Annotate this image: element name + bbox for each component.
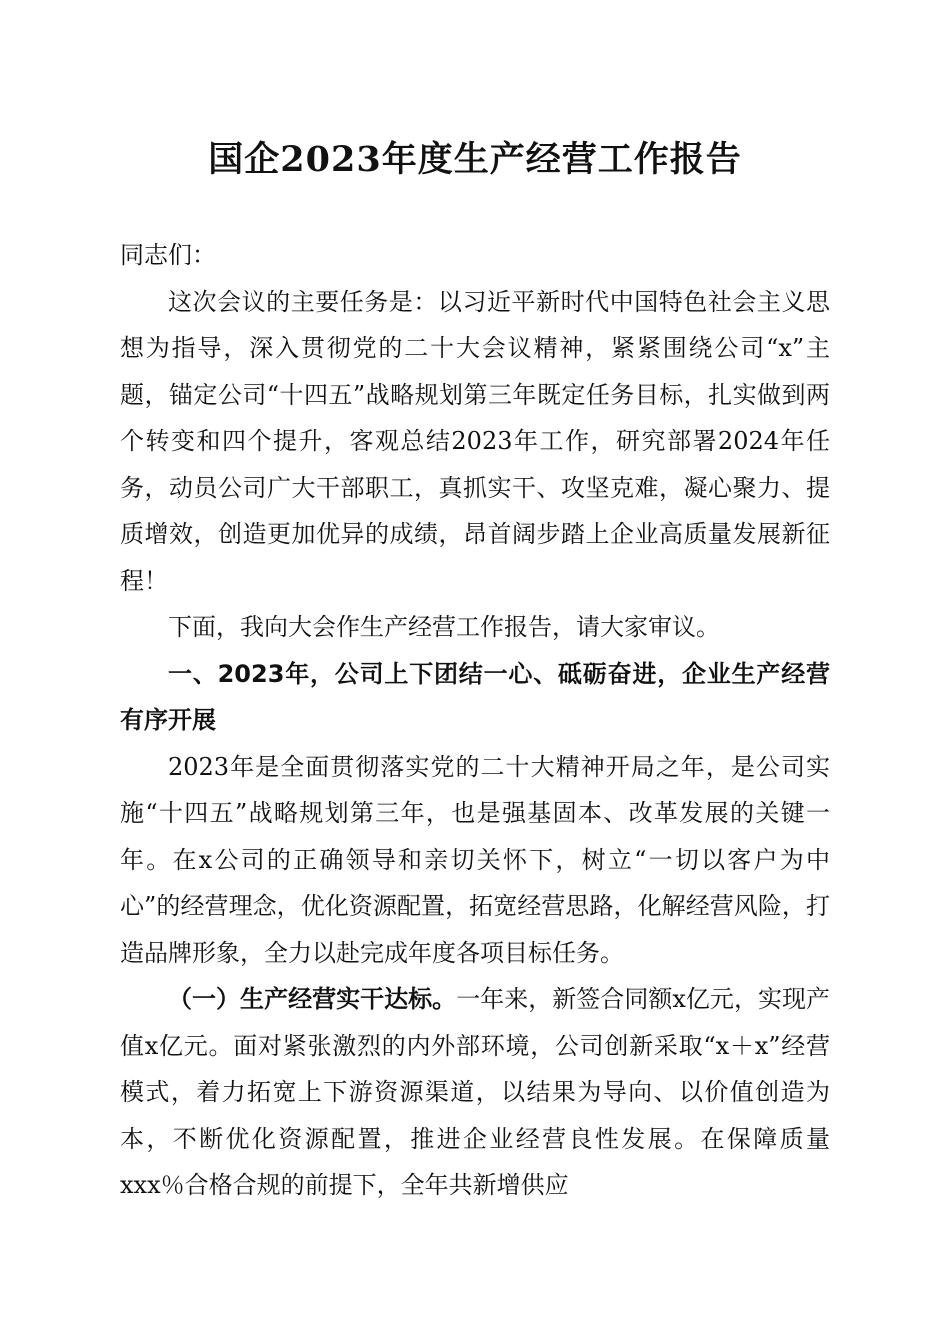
subsection-heading-1: （一）生产经营实干达标。	[168, 984, 457, 1013]
paragraph-report-intro: 下面，我向大会作生产经营工作报告，请大家审议。	[168, 613, 720, 641]
paragraph-production-operations	[120, 976, 830, 1209]
paragraph-meeting-tasks: 这次会议的主要任务是：以习近平新时代中国特色社会主义思想为指导，深入贯彻党的二十大会议精神，紧紧围绕公司“x”主题，锚定公司“十四五”战略规划第三年既定任务目标，扎实做到两个转变和四个提升，客观总结2023年工作，研究部署2024年任务，动员公司广大干部职工，真抓实干、攻坚克难，凝心聚力、提质增效，创造更加优异的成绩，昂首阔步踏上企业高质量发展新征程！	[120, 287, 830, 595]
document-title: 国企2023年度生产经营工作报告	[208, 139, 742, 180]
document-body	[120, 232, 830, 1209]
salutation: 同志们：	[120, 241, 216, 269]
paragraph-2023-overview: 2023年是全面贯彻落实党的二十大精神开局之年，是公司实施“十四五”战略规划第三年，也是强基固本、改革发展的关键一年。在x公司的正确领导和亲切关怀下，树立“一切以客户为中心”的经营理念，优化资源配置，拓宽经营思路，化解经营风险，打造品牌形象，全力以赴完成年度各项目标任务。	[120, 752, 830, 967]
subsection-text-1: 一年来，新签合同额x亿元，实现产值x亿元。面对紧张激烈的内外部环境，公司创新采取“x＋x”经营模式，着力拓宽上下游资源渠道，以结果为导向、以价值创造为本，不断优化资源配置，推进企业经营良性发展。在保障质量xxx％合格合规的前提下，全年共新增供应	[120, 985, 830, 1199]
section-heading-1: 一、2023年，公司上下团结一心、砥砺奋进，企业生产经营有序开展	[120, 659, 830, 734]
